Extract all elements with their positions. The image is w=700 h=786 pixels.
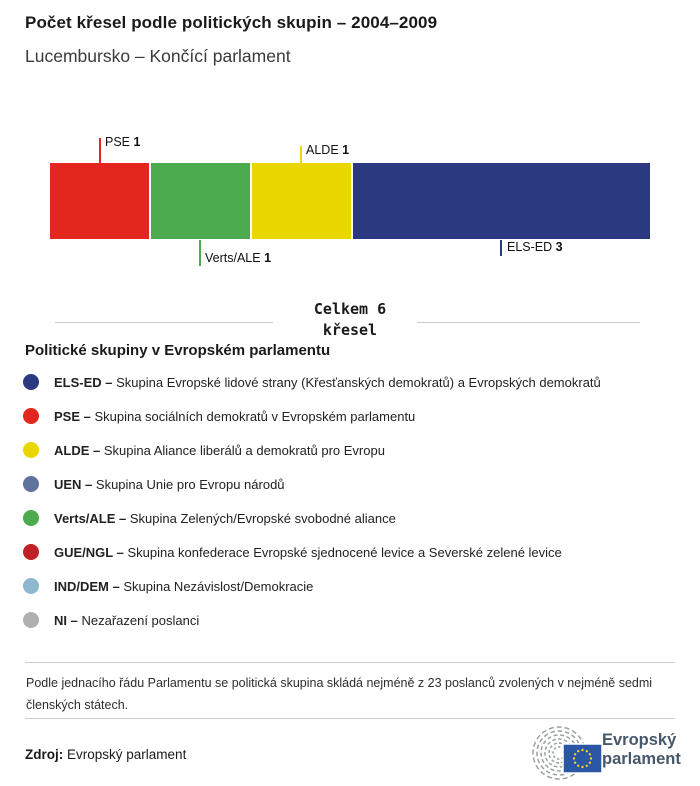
segment-tick-verts-ale <box>199 240 201 266</box>
logo-wordmark <box>602 731 681 769</box>
legend-dot-icon <box>23 578 39 594</box>
source-line <box>25 747 186 762</box>
legend-dot-icon <box>23 442 39 458</box>
bar-segment-alde <box>252 163 351 239</box>
segment-label-els-ed: ELS-ED 3 <box>507 240 563 254</box>
legend-heading: Politické skupiny v Evropském parlamentu <box>25 342 331 359</box>
legend-dot-icon <box>23 408 39 424</box>
legend-row <box>23 467 683 501</box>
logo-wordmark-line1: Evropský <box>602 731 677 749</box>
bar-segment-pse <box>50 163 149 239</box>
source-label: Zdroj: <box>25 747 64 762</box>
segment-tick-els-ed <box>500 240 502 256</box>
legend-label: Verts/ALE – Skupina Zelených/Evropské svobodné aliance <box>54 510 396 526</box>
total-seats-line2: křesel <box>322 321 378 339</box>
chart-subtitle: Lucembursko – Končící parlament <box>25 46 291 66</box>
legend-dot-icon <box>23 612 39 628</box>
footnote-text: Podle jednacího řádu Parlamentu se politická skupina skládá nejméně z 23 poslanců zvolených v nejméně sedmi členských státech. <box>26 676 653 712</box>
bar-segment-els-ed <box>353 163 650 239</box>
legend-row <box>23 603 683 637</box>
chart-title: Počet křesel podle politických skupin – 2004–2009 <box>25 13 438 32</box>
legend-label: GUE/NGL – Skupina konfederace Evropské sjednocené levice a Severské zelené levice <box>54 544 562 560</box>
legend-dot-icon <box>23 476 39 492</box>
source-divider <box>25 718 675 719</box>
source-value: Evropský parlament <box>67 747 187 762</box>
legend-row <box>23 535 683 569</box>
legend-dot-icon <box>23 544 39 560</box>
european-parliament-logo-icon <box>528 726 604 780</box>
eu-flag-icon <box>563 744 602 773</box>
legend-label: UEN – Skupina Unie pro Evropu národů <box>54 476 285 492</box>
total-divider-right <box>417 322 640 323</box>
bar-segment-verts-ale <box>151 163 250 239</box>
total-divider-left <box>55 322 273 323</box>
legend-row <box>23 433 683 467</box>
segment-tick-alde <box>300 146 302 164</box>
stacked-bar <box>50 163 650 239</box>
legend-row <box>23 569 683 603</box>
segment-label-pse: PSE 1 <box>105 135 141 149</box>
segment-label-verts-ale: Verts/ALE 1 <box>205 251 272 265</box>
legend-row <box>23 365 683 399</box>
segment-tick-pse <box>99 138 101 164</box>
legend-label: IND/DEM – Skupina Nezávislost/Demokracie <box>54 578 314 594</box>
logo-wordmark-line2: parlament <box>602 750 681 768</box>
legend-dot-icon <box>23 510 39 526</box>
legend-label: NI – Nezařazení poslanci <box>54 612 200 628</box>
total-seats-line1: Celkem 6 <box>313 300 387 318</box>
total-seats-label <box>280 299 420 341</box>
legend-label: PSE – Skupina sociálních demokratů v Evropském parlamentu <box>54 408 416 424</box>
segment-label-alde: ALDE 1 <box>306 143 350 157</box>
footnote-divider <box>25 662 675 663</box>
legend-label: ELS-ED – Skupina Evropské lidové strany (Křesťanských demokratů) a Evropských demokratů <box>54 374 601 390</box>
legend-dot-icon <box>23 374 39 390</box>
legend-row <box>23 399 683 433</box>
legend-list <box>23 365 683 637</box>
legend-label: ALDE – Skupina Aliance liberálů a demokratů pro Evropu <box>54 442 385 458</box>
legend-row <box>23 501 683 535</box>
